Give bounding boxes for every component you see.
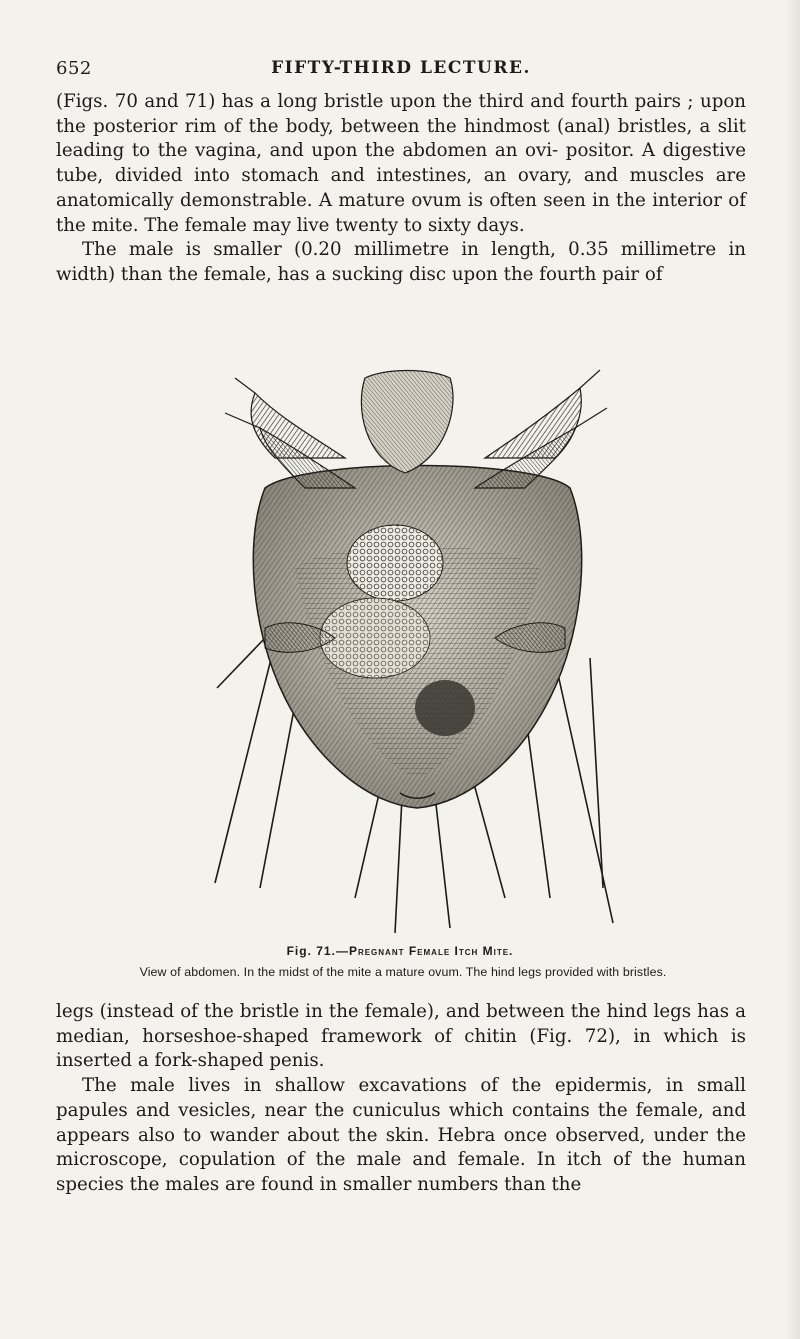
itch-mite-illustration xyxy=(205,338,625,938)
body-text-bottom xyxy=(56,1000,746,1198)
page-edge-shadow xyxy=(786,0,800,1339)
body-text-top xyxy=(56,90,746,288)
paragraph: legs (instead of the bristle in the female), and between the hind legs has a median, horseshoe-shaped framework of chitin (Fig. 72), in which is inserted a fork-shaped penis. xyxy=(56,1001,746,1072)
figure-title: Pregnant Female Itch Mite. xyxy=(348,944,514,958)
mouthparts xyxy=(361,371,453,474)
figure-label: Fig. 71.— xyxy=(286,944,349,958)
figure-caption-title xyxy=(0,944,800,958)
page-header xyxy=(56,58,746,82)
running-title: FIFTY-THIRD LECTURE. xyxy=(271,58,531,78)
figure-caption-description: View of abdomen. In the midst of the mite a mature ovum. The hind legs provided with bristles. xyxy=(139,965,667,979)
page-number: 652 xyxy=(56,58,92,79)
paragraph: The male lives in shallow excavations of the epidermis, in small papules and vesicles, near the cuniculus which contains the female, and appears also to wander about the skin. Hebra once observed, under the microscope, copulation of the male and female. In itch of the human species the males are found in smaller numbers than the xyxy=(56,1075,746,1195)
paragraph: The male is smaller (0.20 millimetre in length, 0.35 millimetre in width) than the female, has a sucking disc upon the fourth pair of xyxy=(56,239,746,285)
paragraph: (Figs. 70 and 71) has a long bristle upon the third and fourth pairs ; upon the posterior rim of the body, between the hindmost (anal) bristles, a slit leading to the vagina, and upon the abdomen an ovi- positor. A digestive tube, divided into stomach and intestines, an ovary, and muscles are anatomically demonstrable. A mature ovum is often seen in the interior of the mite. The female may live twenty to sixty days. xyxy=(56,91,746,236)
